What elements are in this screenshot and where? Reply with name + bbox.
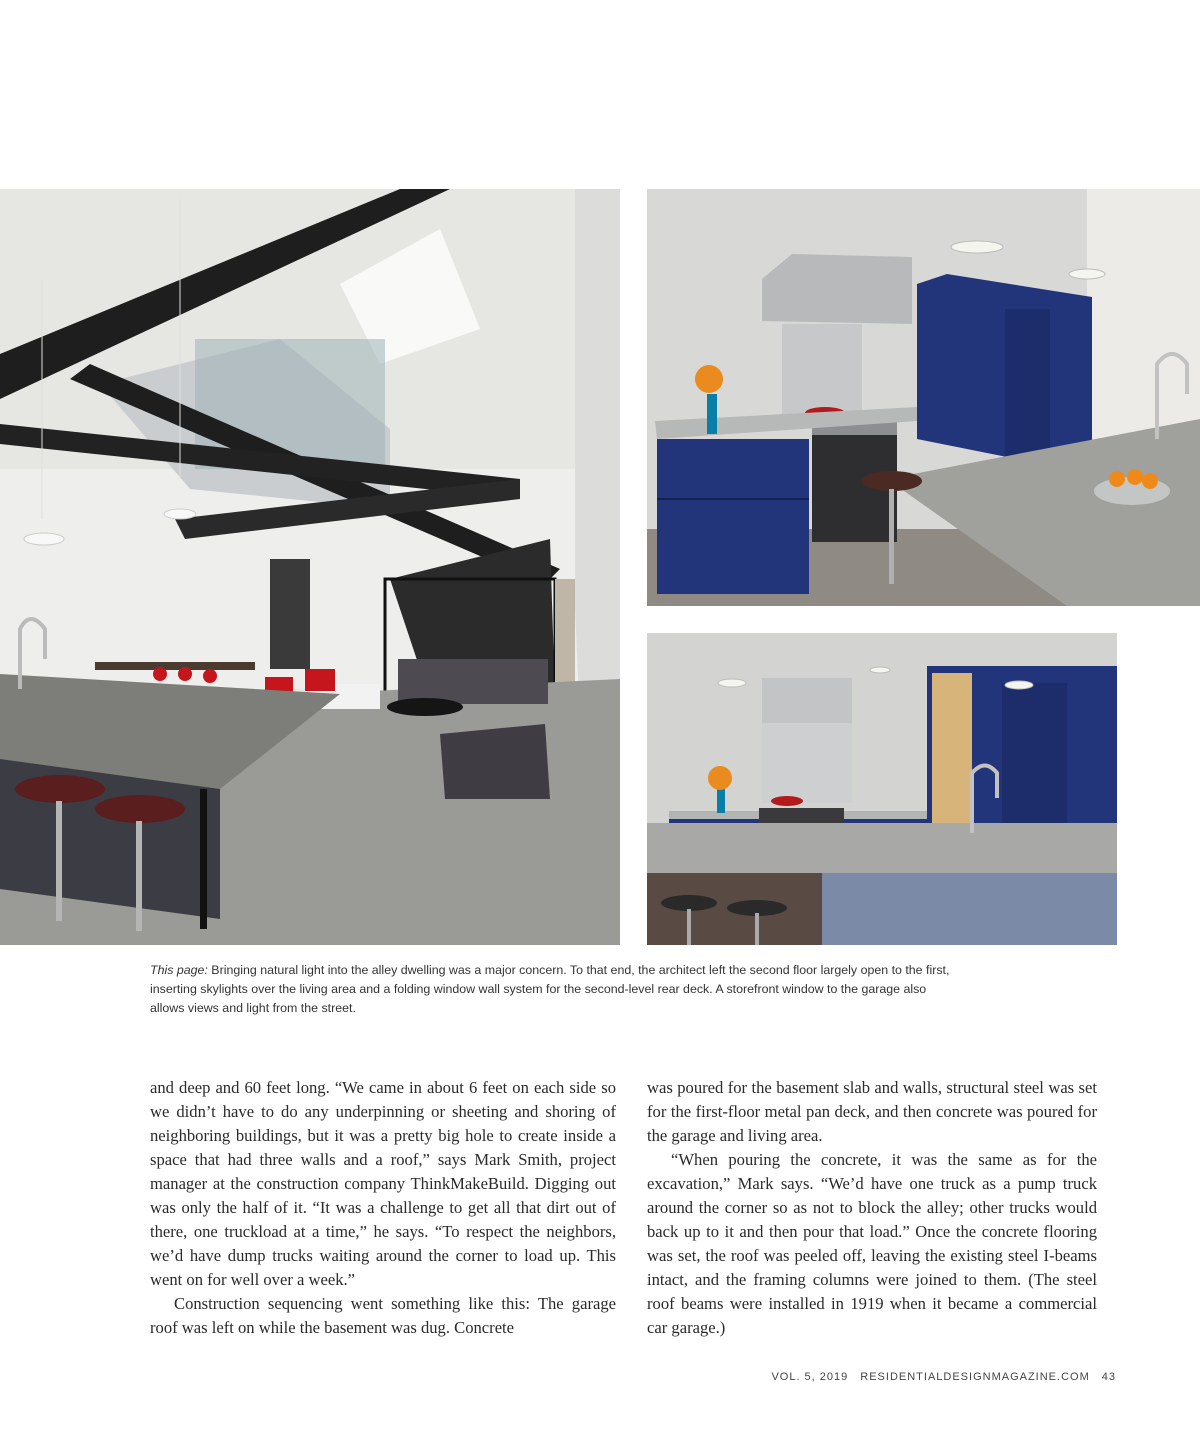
- body-paragraph: was poured for the basement slab and walls, structural steel was set for the first-floor metal pan deck, and then concrete was poured for the garage and living area.: [647, 1078, 1097, 1145]
- page-footer: [771, 1371, 1116, 1383]
- body-paragraph: Construction sequencing went something like this: The garage roof was left on while the basement was dug. Concrete: [150, 1294, 616, 1337]
- kitchen-photo-top: [647, 189, 1200, 606]
- living-area-photo: [0, 189, 620, 945]
- footer-volume: VOL. 5, 2019: [771, 1371, 849, 1383]
- caption-lead: This page:: [150, 963, 208, 977]
- body-column-left: [150, 1076, 616, 1340]
- body-column-right: [647, 1076, 1097, 1340]
- photo-caption: [150, 961, 950, 1018]
- body-paragraph: and deep and 60 feet long. “We came in about 6 feet on each side so we didn’t have to do any underpinning or sheeting and shoring of neighboring buildings, but it was a pretty big hole to create inside a space that had three walls and a roof,” says Mark Smith, project manager at the construction company ThinkMakeBuild. Digging out was only the half of it. “It was a challenge to get all that dirt out of there, one truckload at a time,” he says. “To respect the neighbors, we’d have dump trucks waiting around the corner to load up. This went on for well over a week.”: [150, 1078, 616, 1289]
- caption-text: Bringing natural light into the alley dwelling was a major concern. To that end, the architect left the second floor largely open to the first, inserting skylights over the living area and a folding window wall system for the second-level rear deck. A storefront window to the garage also allows views and light from the street.: [150, 963, 950, 1015]
- footer-site: RESIDENTIALDESIGNMAGAZINE.COM: [860, 1371, 1090, 1383]
- kitchen-photo-bottom: [647, 633, 1117, 945]
- page-number: 43: [1101, 1371, 1116, 1383]
- body-paragraph: “When pouring the concrete, it was the same as for the excavation,” Mark says. “We’d have one truck as a pump truck around the corner so as not to block the alley; other trucks would back up to it and then pour that load.” Once the concrete flooring was set, the roof was peeled off, leaving the existing steel I-beams intact, and the framing columns were joined to them. (The steel roof beams were installed in 1919 when it became a commercial car garage.): [647, 1150, 1097, 1337]
